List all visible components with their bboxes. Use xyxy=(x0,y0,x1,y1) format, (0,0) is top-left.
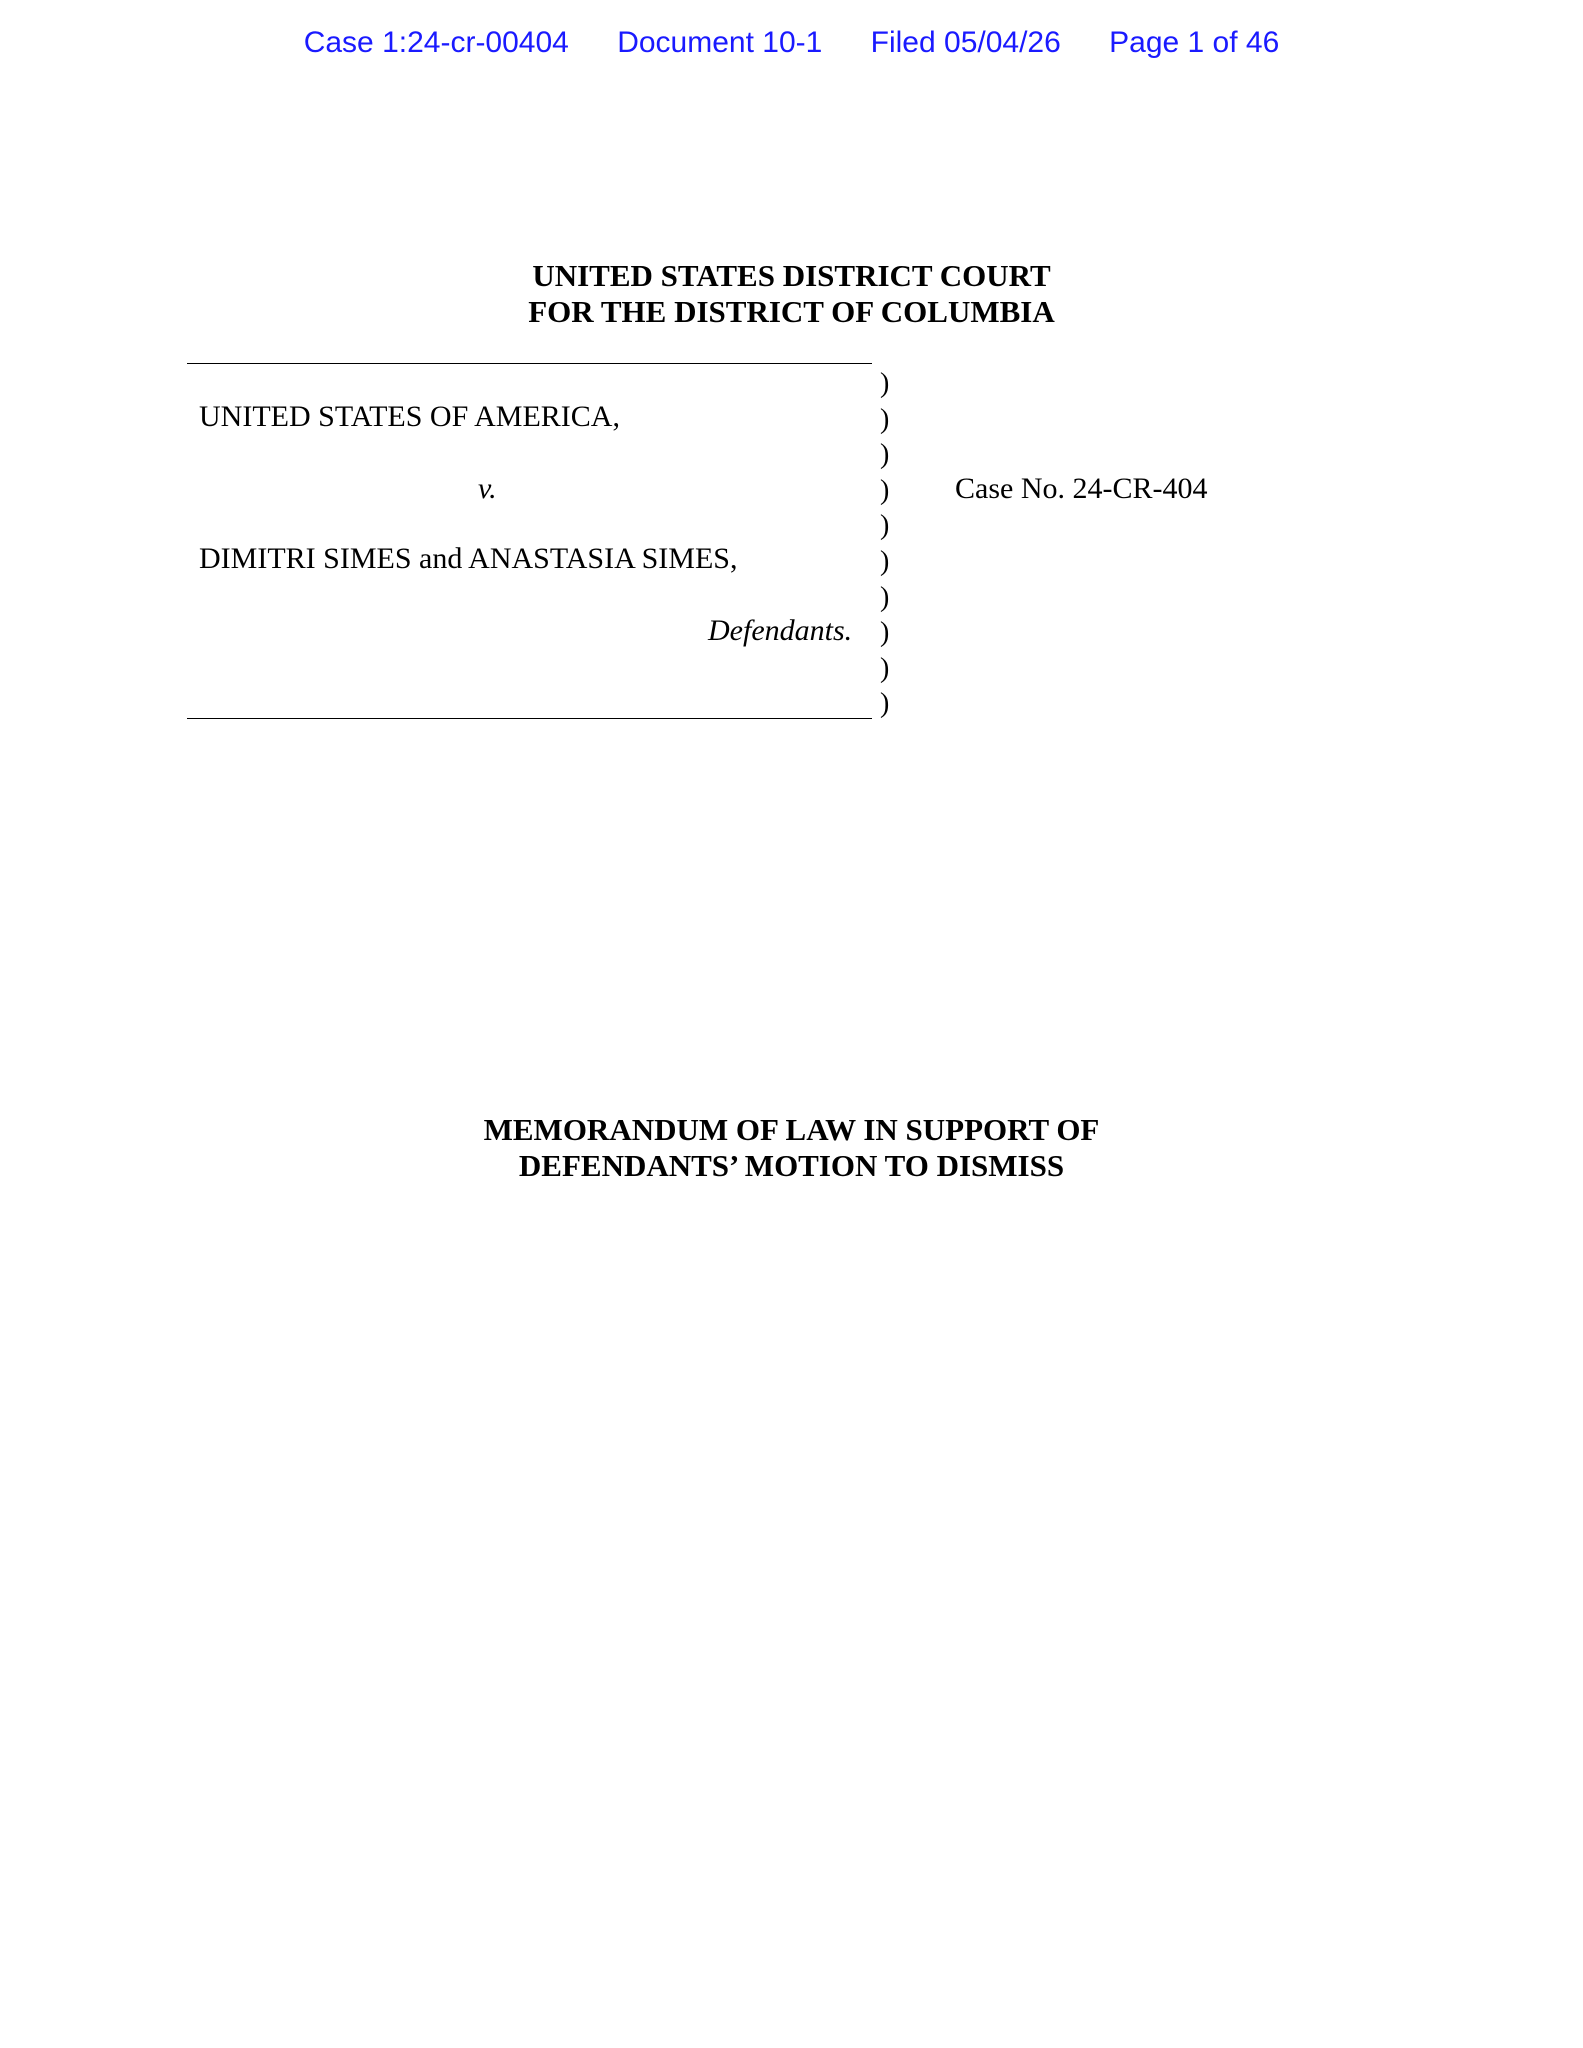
case-number-label: Case No. 24-CR-404 xyxy=(955,472,1208,505)
caption-top-rule xyxy=(187,363,872,364)
case-number-stamp: Case 1:24-cr-00404 xyxy=(303,26,569,59)
defendant-names: DIMITRI SIMES and ANASTASIA SIMES, xyxy=(199,542,738,575)
memorandum-title xyxy=(0,1112,1583,1184)
memorandum-title-line-2: DEFENDANTS’ MOTION TO DISMISS xyxy=(518,1148,1065,1183)
court-district: FOR THE DISTRICT OF COLUMBIA xyxy=(528,294,1055,329)
document-number-stamp: Document 10-1 xyxy=(617,26,823,59)
court-title xyxy=(0,258,1583,330)
page-count-stamp: Page 1 of 46 xyxy=(1109,26,1280,59)
plaintiff-name: UNITED STATES OF AMERICA, xyxy=(199,400,620,433)
caption-bottom-rule xyxy=(187,718,872,719)
court-name: UNITED STATES DISTRICT COURT xyxy=(532,258,1051,293)
filed-date-stamp: Filed 05/04/26 xyxy=(870,26,1061,59)
caption-paren-column: ) ) ) ) ) ) ) ) ) ) xyxy=(880,368,890,720)
defendants-role-label: Defendants. xyxy=(708,614,853,647)
filing-header xyxy=(0,26,1583,60)
memorandum-title-line-1: MEMORANDUM OF LAW IN SUPPORT OF xyxy=(483,1112,1100,1147)
versus-label: v. xyxy=(478,472,497,505)
